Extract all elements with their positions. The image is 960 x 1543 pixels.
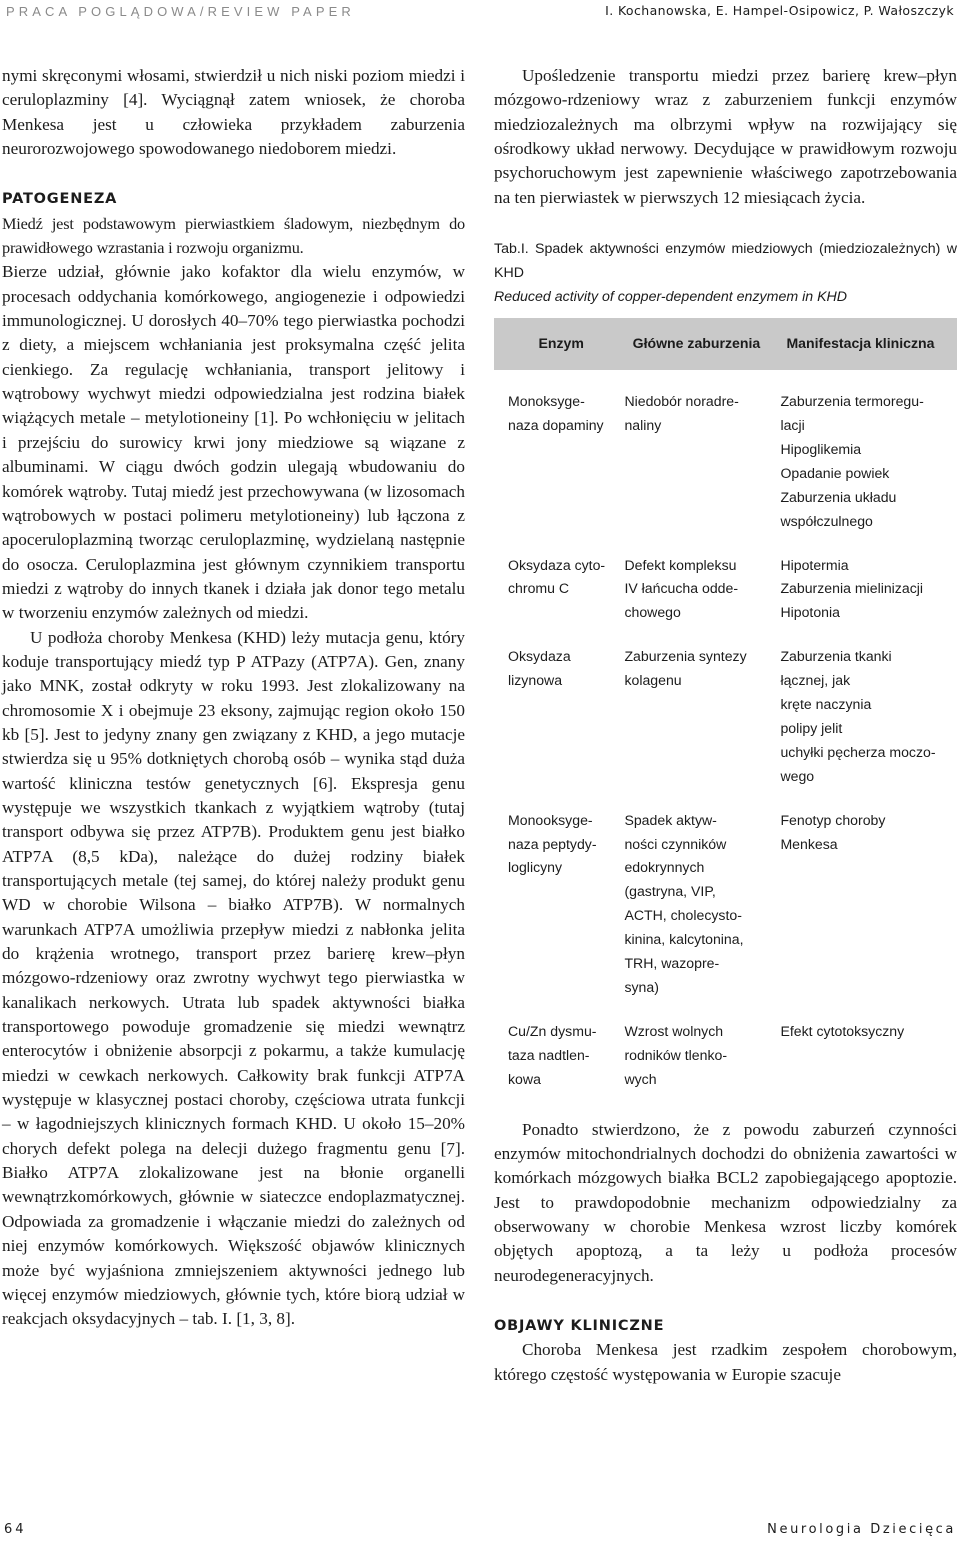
- table-cell-line: Efekt cytotoksyczny: [780, 1022, 905, 1039]
- right-paragraph-2: Ponadto stwierdzono, że z powodu zaburzeń czynności enzymów mitochondrialnych dochodzi do obniżenia zawartości w komórkach mózgowych białka BCL2 zapobiegającego apoptozie. Jest to prawdopodobnie mechanizm odpowiedzialny za obserwowany w chorobie Menkesa wzrost liczby komórek objętych apoptozą, a ta leży u podłoża procesów neurodegeneracyjnych.: [494, 1119, 957, 1285]
- right-paragraph-3: Choroba Menkesa jest rzadkim zespołem chorobowym, którego częstość występowania w Europie szacuje: [494, 1340, 957, 1384]
- heading-pathogenesis: PATOGENEZA: [2, 191, 118, 208]
- page-number: 64: [4, 1522, 27, 1537]
- table-row: [494, 625, 957, 788]
- table-cell-line: wego: [780, 767, 815, 784]
- table-cell-line: Hipoglikemia: [780, 440, 862, 457]
- right-paragraph-1: Upośledzenie transportu miedzi przez barierę krew–płyn mózgowo-rdzeniowy wraz z zaburzeniem funkcji enzymów miedziozależnych ma olbrzymi wpływ na rozwijający się ośrodkowy układ nerwowy. Decydujące w prawidłowym rozwoju psychoruchowym jest zapewnienie właściwego zapotrzebowania na ten pierwiastek w pierwszych 12 miesiącach życia.: [494, 66, 957, 207]
- table-cell-line: uchyłki pęcherza moczo-: [780, 743, 936, 760]
- table-cell-line: edokrynnych: [624, 859, 705, 876]
- table-cell-line: Spadek aktyw-: [624, 811, 717, 828]
- table-cell-line: naza dopaminy: [508, 416, 604, 433]
- table-cell-line: Zaburzenia układu: [780, 488, 897, 505]
- enzyme-table: [494, 318, 957, 1092]
- table-cell-disorder: [620, 534, 772, 626]
- intro-paragraph: nymi skręconymi włosami, stwierdził u nich niski poziom miedzi i ceruloplazminy [4]. Wyciągnął zatem wniosek, że choroba Menkesa jest u człowieka przykładem zaburzenia neurorozwojowego spowodowanego niedoborem miedzi.: [2, 66, 465, 159]
- table-cell-enzyme: [494, 370, 620, 533]
- table-cell-line: współczulnego: [780, 512, 873, 529]
- journal-name: Neurologia Dziecięca: [767, 1522, 956, 1537]
- table-cell-line: kolagenu: [624, 672, 682, 689]
- table-cell-enzyme: [494, 534, 620, 626]
- table-cell-line: Cu/Zn dysmu-: [508, 1022, 597, 1039]
- table-cell-line: Monoksyge-: [508, 393, 585, 410]
- table-cell-line: Menkesa: [780, 835, 838, 852]
- table-cell-line: naliny: [624, 416, 662, 433]
- table-cell-manifestation: [772, 534, 957, 626]
- table-cell-manifestation: [772, 370, 957, 533]
- table-cell-line: (gastryna, VIP,: [624, 883, 716, 900]
- table-cell-line: syna): [624, 979, 659, 995]
- table-cell-enzyme: [494, 1000, 620, 1092]
- right-column: [494, 64, 957, 1387]
- table-cell-line: Wzrost wolnych: [624, 1022, 724, 1039]
- table-cell-line: kinina, kalcytonina,: [624, 931, 744, 948]
- table-cell-line: ności czynników: [624, 835, 727, 852]
- table-cell-line: chromu C: [508, 580, 570, 597]
- table-header-enzyme: Enzym: [494, 318, 620, 370]
- pathogenesis-paragraph-2: U podłoża choroby Menkesa (KHD) leży mutacja genu, który koduje transportujący miedź typ P ATPazy (ATP7A). Gen, znany jako MNK, został odkryty w roku 1993. Jest zlokalizowany na chromosomie X i obejmuje 23 eksony, zajmując region około 150 kb [5]. Jest to jedyny znany gen związany z KHD, a jego mutacje stwierdza się u 95% dotkniętych chorobą osób – wynika stąd duża wartość kliniczna testów genetycznych [6]. Ekspresja genu występuje we wszystkich tkankach z wyjątkiem wątroby (tutaj transport odbywa się przez ATP7B). Produktem genu jest białko ATP7A (8,5 kDa), należące do dużej rodziny białek transportujących metale (tej samej, do której należy produkt genu WD w chorobie Wilsona – białko ATP7B). W normalnych warunkach ATP7A umożliwia przepływ miedzi z nabłonka jelita do krążenia wrotnego, transport przez barierę krew–płyn mózgowo-rdzeniowy oraz zwrotny wychwyt tego pierwiastka w kanalikach nerkowych. Utrata lub spadek aktywności białka transportowego powoduje gromadzenie się miedzi wewnątrz enterocytów i obniżenie absorpcji z pokarmu, a także kumulację miedzi w cewkach nerkowych. Całkowity brak funkcji ATP7A występuje w klasycznej postaci choroby, częściowa utrata funkcji – w łagodniejszych klinicznych formach KHD. U około 15–20% chorych defekt polega na delecji dużego fragmentu genu [7]. Białko ATP7A zlokalizowane jest na błonie organelli wewnątrzkomórkowych, głównie w siateczce endoplazmatycznej. Odpowiada za gromadzenie i włączanie miedzi do zależnych od niej enzymów komórkowych. Większość objawów klinicznych może być wyjaśniona zmniejszeniem aktywności jednego lub więcej enzymów miedziowych, głównie tych, które biorą udział w reakcjach oksydacyjnych – tab. I. [1, 3, 8].: [2, 627, 465, 1329]
- table-header-row: [494, 318, 957, 370]
- table-cell-line: kowa: [508, 1070, 541, 1087]
- table-cell-line: Zaburzenia syntezy: [624, 648, 747, 665]
- table-header-disorder: Główne zaburzenia: [620, 318, 772, 370]
- table-cell-line: taza nadtlen-: [508, 1046, 590, 1063]
- table-cell-line: Hipotermia: [780, 556, 849, 573]
- table-cell-line: rodników tlenko-: [624, 1046, 728, 1063]
- table-cell-manifestation: [772, 1000, 957, 1092]
- table-cell-line: wych: [624, 1070, 657, 1087]
- table-cell-line: Fenotyp choroby: [780, 811, 886, 828]
- table-cell-disorder: [620, 789, 772, 1000]
- table-cell-line: TRH, wazopre-: [624, 955, 720, 972]
- table-cell-line: naza peptydy-: [508, 835, 597, 852]
- table-caption: [494, 237, 957, 309]
- table-cell-enzyme: [494, 625, 620, 788]
- table-cell-line: kręte naczynia: [780, 696, 872, 713]
- table-cell-line: lacji: [780, 416, 805, 433]
- table-cell-manifestation: [772, 625, 957, 788]
- table-cell-line: ACTH, cholecysto-: [624, 907, 742, 924]
- table-header-manifestation: Manifestacja kliniczna: [772, 318, 957, 370]
- table-caption-pl: Tab.I. Spadek aktywności enzymów miedziowych (miedziozależnych) w KHD: [494, 241, 957, 282]
- table-cell-line: Hipotonia: [780, 604, 840, 621]
- table-cell-line: Zaburzenia mielinizacji: [780, 580, 923, 597]
- table-row: [494, 789, 957, 1000]
- table-cell-line: Niedobór noradre-: [624, 393, 739, 410]
- table-cell-line: chowego: [624, 604, 681, 621]
- table-cell-line: łącznej, jak: [780, 672, 851, 689]
- table-cell-line: Zaburzenia termoregu-: [780, 393, 924, 410]
- table-cell-line: Oksydaza: [508, 648, 571, 665]
- table-cell-manifestation: [772, 789, 957, 1000]
- table-cell-line: Zaburzenia tkanki: [780, 648, 892, 665]
- pathogenesis-paragraph-1a: Miedź jest podstawowym pierwiastkiem śladowym, niezbędnym do prawidłowego wzrastania i rozwoju organizmu.: [2, 213, 465, 258]
- table-cell-line: loglicyny: [508, 859, 563, 876]
- table-cell-line: Monooksyge-: [508, 811, 593, 828]
- table-cell-line: Oksydaza cyto-: [508, 556, 606, 573]
- table-row: [494, 370, 957, 533]
- table-row: [494, 1000, 957, 1092]
- heading-clinical-symptoms: OBJAWY KLINICZNE: [494, 1318, 665, 1335]
- table-cell-line: IV łańcucha odde-: [624, 580, 739, 597]
- table-cell-line: Opadanie powiek: [780, 464, 890, 481]
- table-caption-en: Reduced activity of copper-dependent enzymem in KHD: [494, 289, 848, 306]
- table-cell-disorder: [620, 370, 772, 533]
- table-cell-line: lizynowa: [508, 672, 563, 689]
- authors-header: I. Kochanowska, E. Hampel-Osipowicz, P. Wałoszczyk: [605, 3, 954, 18]
- pathogenesis-paragraph-1b: Bierze udział, głównie jako kofaktor dla wielu enzymów, w procesach oddychania komórkowego, angiogenezie i odpowiedzi immunologicznej. U dorosłych 40–70% tego pierwiastka pochodzi z diety, a miejscem wchłaniania jest proksymalna część jelita cienkiego. Za regulację wchłaniania, transport jelitowy i wątrobowy wychwyt miedzi odpowiedzialna jest rodzina białek wiążących metale – metylotioneiny [1]. Po wchłonięciu w jelitach i przejściu do surowicy krwi jony miedziowe są wiązane z albuminami. W ciągu dwóch godzin ulegają wbudowaniu do komórek wątroby. Tutaj miedź jest przechowywana (w lizosomach wątrobowych w postaci polimeru metylotioneiny) lub łączona z apoceruloplazminą tworząc ceruloplazminę, wydzielaną następnie do osocza. Ceruloplazmina jest głównym czynnikiem transportu miedzi z wątroby do innych tkanek i działa jak donor tego metalu w tworzeniu enzymów zależnych od miedzi.: [2, 262, 465, 623]
- table-cell-enzyme: [494, 789, 620, 1000]
- left-column: [2, 64, 465, 1332]
- section-label: PRACA POGLĄDOWA/REVIEW PAPER: [6, 4, 355, 19]
- table-row: [494, 534, 957, 626]
- table-cell-disorder: [620, 625, 772, 788]
- table-cell-disorder: [620, 1000, 772, 1092]
- table-cell-line: Defekt kompleksu: [624, 556, 737, 573]
- table-cell-line: polipy jelit: [780, 719, 843, 736]
